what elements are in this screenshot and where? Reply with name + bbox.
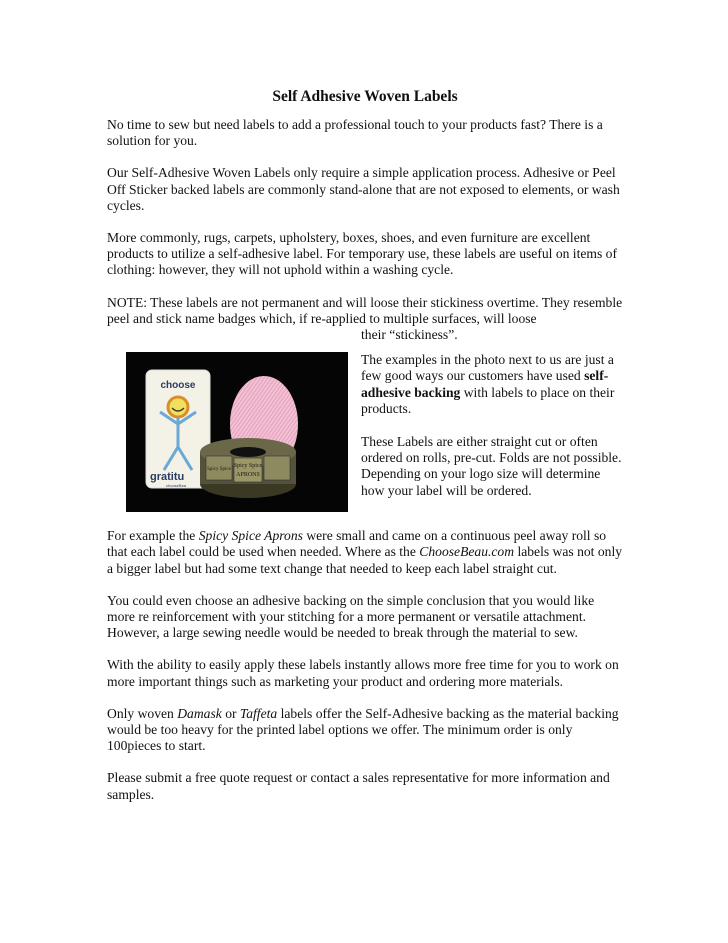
paragraph-reinforcement: You could even choose an adhesive backing on the simple conclusion that you would like more re reinforcement with your stitching for a more permanent or versatile attachment. However, a large sewing needle would be needed to break through the material to sew. — [107, 592, 595, 641]
p8-text-e: labels offer the Self-Adhesive backing as the material backing would be too heavy for the printed label options we offer. The minimum order is only 100pieces to start. — [107, 705, 619, 754]
paragraph-note — [107, 295, 623, 344]
paragraph-example — [107, 528, 623, 577]
document-title: Self Adhesive Woven Labels — [272, 88, 458, 105]
side-text-a: The examples in the photo next to us are just a few good ways our customers have used — [361, 352, 614, 384]
photo-side-text — [361, 352, 623, 499]
p5-text-c: were small and came on a continuous peel away roll so that each label could be used when needed. Where as the — [107, 528, 607, 560]
p8-text-a: Only woven — [107, 705, 178, 721]
p5-text-e: labels was not only a bigger label but had some text change that needed to keep each label straight cut. — [107, 544, 623, 576]
roll-label-text-3: Spicy Spice — [207, 467, 231, 473]
note-text: NOTE: These labels are not permanent and will loose their stickiness overtime. They resemble peel and stick name badges which, if re-applied to multiple surfaces, will loose — [107, 294, 623, 326]
paragraph-application: Our Self-Adhesive Woven Labels only require a simple application process. Adhesive or Peel Off Sticker backed labels are commonly stand-alone that are not exposed to elements, or wash cycles. — [107, 165, 620, 213]
note-text-tail: their “stickiness”. — [361, 327, 458, 343]
side-text-bold: self-adhesive backing — [361, 368, 609, 400]
choosebeau-small-text: chooseBea — [166, 483, 187, 489]
document-page — [107, 88, 623, 819]
p8-italic-damask: Damask — [177, 705, 222, 721]
paragraph-intro: No time to sew but need labels to add a professional touch to your products fast? There is a solution for you. — [107, 117, 603, 149]
p5-text-a: For example the — [107, 528, 199, 544]
label-examples-image — [126, 352, 348, 512]
p8-text-c: or — [221, 705, 240, 721]
p5-italic-spicy: Spicy Spice Aprons — [198, 528, 303, 544]
photo-row — [107, 352, 623, 512]
roll-label-text-2: APRONS — [236, 472, 260, 479]
side-paragraph-examples — [361, 352, 623, 417]
roll-label-text-1: Spicy Spice — [233, 463, 263, 470]
paragraph-free-time: With the ability to easily apply these labels instantly allows more free time for you to work on more important things such as marketing your product and ordering more materials. — [107, 657, 619, 689]
p5-italic-choosebeau: ChooseBeau.com — [419, 544, 515, 560]
side-paragraph-cut: These Labels are either straight cut or often ordered on rolls, pre-cut. Folds are not possible. Depending on your logo size will determine how your label will be ordered. — [361, 434, 622, 498]
label-examples-photo — [126, 352, 348, 512]
gratitude-label-word: gratitu — [150, 471, 185, 484]
paragraph-uses: More commonly, rugs, carpets, upholstery, boxes, shoes, and even furniture are excellent products to utilize a self-adhesive label. For temporary use, these labels are useful on items of clothing: however, they will not uphold within a washing cycle. — [107, 230, 617, 278]
p8-italic-taffeta: Taffeta — [239, 705, 278, 721]
paragraph-materials — [107, 706, 623, 755]
choose-label-word: choose — [160, 380, 196, 392]
paragraph-contact: Please submit a free quote request or contact a sales representative for more information and samples. — [107, 770, 610, 802]
side-text-c: with labels to place on their products. — [361, 384, 615, 416]
